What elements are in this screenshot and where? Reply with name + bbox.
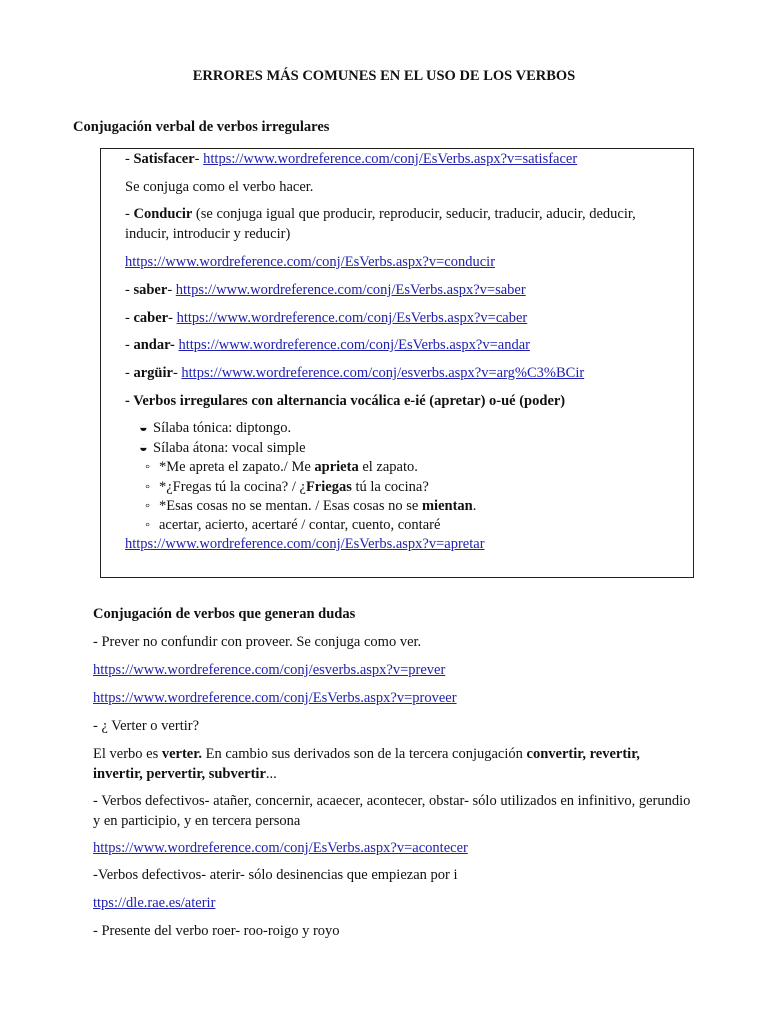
conducir-link[interactable]: https://www.wordreference.com/conj/EsVerbs.aspx?v=conducir [125,254,496,270]
apretar-link[interactable]: https://www.wordreference.com/conj/EsVerbs.aspx?v=apretar [125,536,485,552]
andar-link[interactable]: https://www.wordreference.com/conj/EsVerbs.aspx?v=andar [178,337,530,353]
verb-satisfacer: Satisfacer [133,151,195,167]
verb-conducir: Conducir [133,206,193,222]
prever-line: - Prever no confundir con proveer. Se conjuga como ver. [93,634,422,650]
bullet-silaba-tonica: ◒ Sílaba tónica: diptongo. [139,419,291,439]
caber-link[interactable]: https://www.wordreference.com/conj/EsVerbs.aspx?v=caber [176,310,528,326]
acontecer-link[interactable]: https://www.wordreference.com/conj/EsVerbs.aspx?v=acontecer [93,840,468,856]
proveer-link-line [93,689,693,709]
bullet-icon: ◒ [139,440,148,456]
section-heading-irregular: Conjugación verbal de verbos irregulares [73,119,330,135]
acontecer-link-line [93,839,693,859]
defectivos-line-1: - Verbos defectivos- atañer, concernir, acaecer, acontecer, obstar- sólo utilizados en infinitivo, gerundio y en participio, y en tercera persona [93,793,691,829]
andar-line: - andar- https://www.wordreference.com/conj/EsVerbs.aspx?v=andar [125,337,530,353]
document-title: ERRORES MÁS COMUNES EN EL USO DE LOS VERBOS [192,68,576,84]
example-mentar: ◦ *Esas cosas no se mentan. / Esas cosas no se mientan. [145,497,476,517]
verb-caber: caber [133,310,169,326]
bullet-silaba-atona: ◒ Sílaba átona: vocal simple [139,439,306,459]
verb-andar: andar [133,337,170,353]
irregular-verbs-box [100,148,694,578]
sub-bullet-icon: ◦ [145,517,151,533]
verb-arguir: argüir [133,365,173,381]
verb-saber: saber [133,282,168,298]
arguir-link[interactable]: https://www.wordreference.com/conj/esverbs.aspx?v=arg%C3%BCir [181,365,585,381]
saber-link[interactable]: https://www.wordreference.com/conj/EsVerbs.aspx?v=saber [175,282,526,298]
conducir-link-line [125,253,680,273]
roer-line: - Presente del verbo roer- roo-roigo y royo [93,923,340,939]
example-acertar: ◦ acertar, acierto, acertaré / contar, cuento, contaré [145,516,440,536]
prever-link[interactable]: https://www.wordreference.com/conj/esverbs.aspx?v=prever [93,662,446,678]
prever-link-line [93,661,693,681]
alternancia-heading: - Verbos irregulares con alternancia vocálica e-ié (apretar) o-ué (poder) [125,393,566,409]
apretar-link-line [125,535,680,555]
caber-line: - caber- https://www.wordreference.com/conj/EsVerbs.aspx?v=caber [125,310,528,326]
proveer-link[interactable]: https://www.wordreference.com/conj/EsVerbs.aspx?v=proveer [93,690,457,706]
section-heading-dudas: Conjugación de verbos que generan dudas [93,606,356,622]
verter-explanation: El verbo es verter. En cambio sus derivados son de la tercera conjugación convertir, revertir, invertir, pervertir, subvertir... [93,746,640,782]
aterir-link[interactable]: ttps://dle.rae.es/aterir [93,895,216,911]
bullet-icon: ◒ [139,420,148,436]
defectivos-line-2: -Verbos defectivos- aterir- sólo desinencias que empiezan por i [93,867,458,883]
example-fregar: ◦ *¿Fregas tú la cocina? / ¿Friegas tú la cocina? [145,478,429,498]
sub-bullet-icon: ◦ [145,479,151,495]
saber-line: - saber- https://www.wordreference.com/conj/EsVerbs.aspx?v=saber [125,282,526,298]
satisfacer-line: - Satisfacer- https://www.wordreference.com/conj/EsVerbs.aspx?v=satisfacer [125,151,578,167]
sub-bullet-icon: ◦ [145,459,151,475]
aterir-link-line [93,894,693,914]
example-apretar: ◦ *Me apreta el zapato./ Me aprieta el zapato. [145,458,418,478]
satisfacer-link[interactable]: https://www.wordreference.com/conj/EsVerbs.aspx?v=satisfacer [203,151,578,167]
satisfacer-note: Se conjuga como el verbo hacer. [125,179,314,195]
sub-bullet-icon: ◦ [145,498,151,514]
conducir-line: - Conducir (se conjuga igual que producir, reproducir, seducir, traducir, aducir, deducir, inducir, introducir y reducir) [125,206,636,242]
arguir-line: - argüir- https://www.wordreference.com/conj/esverbs.aspx?v=arg%C3%BCir [125,365,585,381]
verter-question: - ¿ Verter o vertir? [93,718,200,734]
